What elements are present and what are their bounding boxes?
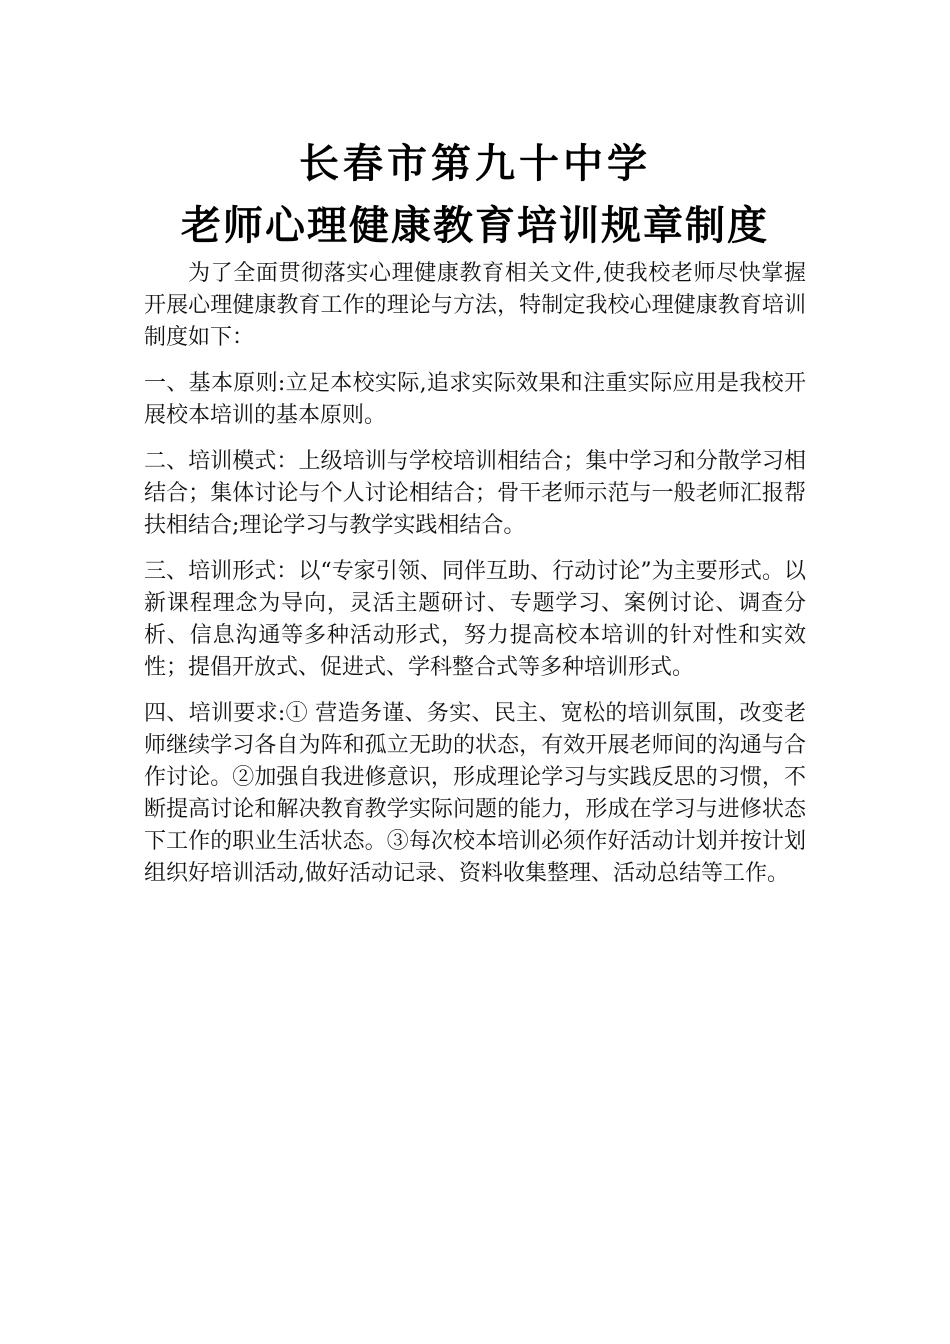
section-basic-principles: 一、基本原则:立足本校实际,追求实际效果和注重实际应用是我校开展校本培训的基本原则。: [144, 371, 806, 428]
intro-paragraph: 为了全面贯彻落实心理健康教育相关文件,使我校老师尽快掌握开展心理健康教育工作的理论与方法，特制定我校心理健康教育培训制度如下：: [144, 261, 806, 350]
section-training-form: 三、培训形式：以“专家引领、同伴互助、行动讨论”为主要形式。以新课程理念为导向，灵活主题研讨、专题学习、案例讨论、调查分析、信息沟通等多种活动形式，努力提高校本培训的针对性和实效性；提倡开放式、促进式、学科整合式等多种培训形式。: [144, 559, 806, 680]
section-training-requirements: 四、培训要求:① 营造务谨、务实、民主、宽松的培训氛围，改变老师继续学习各自为阵和孤立无助的状态，有效开展老师间的沟通与合作讨论。②加强自我进修意识，形成理论学习与实践反思的习惯，不断提高讨论和解决教育教学实际问题的能力，形成在学习与进修状态下工作的职业生活状态。③每次校本培训必须作好活动计划并按计划组织好培训活动,做好活动记录、资料收集整理、活动总结等工作。: [144, 701, 806, 886]
document-body: [144, 258, 806, 904]
section-training-mode: 二、培训模式：上级培训与学校培训相结合；集中学习和分散学习相结合；集体讨论与个人讨论相结合；骨干老师示范与一般老师汇报帮扶相结合;理论学习与教学实践相结合。: [144, 449, 806, 538]
document-title-regulation: 老师心理健康教育培训规章制度: [181, 202, 769, 249]
document-title-school: 长春市第九十中学: [299, 140, 651, 187]
